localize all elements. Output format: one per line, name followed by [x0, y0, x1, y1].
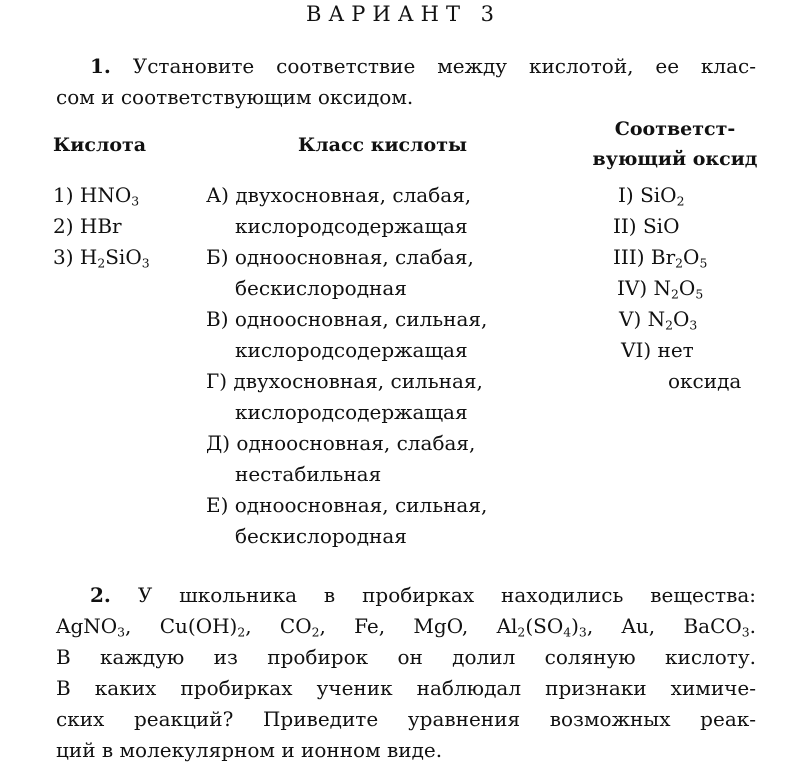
class-letter: Б) — [206, 245, 229, 269]
class-item-line2: бескислородная — [235, 524, 407, 548]
acid-formula: $HNO_3$ — [79, 183, 140, 209]
oxide-num: I) — [618, 183, 634, 207]
task2-line6: ций в молекулярном и ионном виде. — [56, 738, 443, 762]
oxide-item — [613, 335, 741, 366]
oxide-formula: $N_2O_5$ — [653, 276, 704, 302]
header-class: Класс кислоты — [298, 134, 468, 156]
class-text: одноосновная, слабая, — [236, 431, 476, 455]
task1-line2: сом и соответствующим оксидом. — [56, 85, 414, 109]
header-acid: Кислота — [53, 134, 147, 156]
class-item-line2: кислородсодержащая — [235, 400, 468, 424]
oxide-formula: $N_2O_3$ — [647, 307, 698, 333]
class-item-line1 — [206, 366, 487, 397]
class-letter: Е) — [206, 493, 229, 517]
oxide-item — [613, 180, 741, 211]
oxide-formula: нет — [657, 338, 694, 362]
oxide-formula: $Br_2O_5$ — [650, 245, 708, 271]
oxide-num: V) — [619, 307, 642, 331]
class-letter: А) — [206, 183, 229, 207]
classes-column — [206, 180, 487, 552]
acid-formula: $H_2SiO_3$ — [79, 245, 150, 271]
task2-line1 — [90, 580, 756, 611]
class-item-line2: бескислородная — [235, 276, 407, 300]
oxide-item — [613, 273, 741, 304]
acid-num: 1) — [53, 183, 74, 207]
task2-substances: AgNO$_3$, $Cu(OH)_2$, $CO_2$, Fe, MgO, $Al_2(SO_4)_3$, Au, BaCO$_3$. — [56, 614, 757, 640]
class-text: одноосновная, сильная, — [234, 307, 488, 331]
task2-line5: ских реакций? Приведите уравнения возможных реак- — [56, 707, 756, 731]
class-text: одноосновная, сильная, — [234, 493, 488, 517]
class-letter: Г) — [206, 369, 228, 393]
oxide-num: VI) — [621, 338, 652, 362]
class-item-line1 — [206, 242, 487, 273]
class-item-line1 — [206, 304, 487, 335]
task2-line3: В каждую из пробирок он долил соляную кислоту. — [56, 645, 756, 669]
task2-text: У школьника в пробирках находились вещества: — [137, 583, 757, 607]
class-text: двухосновная, сильная, — [233, 369, 483, 393]
class-item-line2: кислородсодержащая — [235, 338, 468, 362]
oxide-num: III) — [613, 245, 645, 269]
class-letter: В) — [206, 307, 229, 331]
class-item-line1 — [206, 180, 487, 211]
acid-num: 2) — [53, 214, 74, 238]
oxide-item — [613, 304, 741, 335]
task1-line1 — [90, 51, 756, 82]
class-item-line1 — [206, 428, 487, 459]
class-item-line2: нестабильная — [235, 462, 382, 486]
class-text: одноосновная, слабая, — [234, 245, 474, 269]
oxides-column — [613, 180, 741, 397]
acid-num: 3) — [53, 245, 74, 269]
task1-text: Установите соответствие между кислотой, ее клас- — [132, 54, 756, 78]
acid-item — [53, 180, 150, 211]
acid-formula: HBr — [79, 214, 122, 238]
oxide-item-cont: оксида — [668, 369, 742, 393]
acids-column — [53, 180, 150, 273]
oxide-item — [613, 211, 741, 242]
class-letter: Д) — [206, 431, 231, 455]
class-text: двухосновная, слабая, — [235, 183, 472, 207]
oxide-item — [613, 242, 741, 273]
variant-title: ВАРИАНТ 3 — [305, 2, 502, 26]
task2-line4: В каких пробирках ученик наблюдал признаки химиче- — [56, 676, 756, 700]
acid-item — [53, 211, 150, 242]
header-oxide-line1: Соответст- — [614, 118, 736, 140]
class-item-line1 — [206, 490, 487, 521]
class-item-line2: кислородсодержащая — [235, 214, 468, 238]
oxide-formula: SiO$_2$ — [640, 183, 685, 209]
task2-number: 2. — [90, 583, 111, 607]
header-oxide-line2: вующий оксид — [592, 148, 758, 170]
oxide-num: II) — [613, 214, 637, 238]
oxide-formula: SiO — [642, 214, 680, 238]
oxide-num: IV) — [617, 276, 648, 300]
task1-number: 1. — [90, 54, 111, 78]
acid-item — [53, 242, 150, 273]
